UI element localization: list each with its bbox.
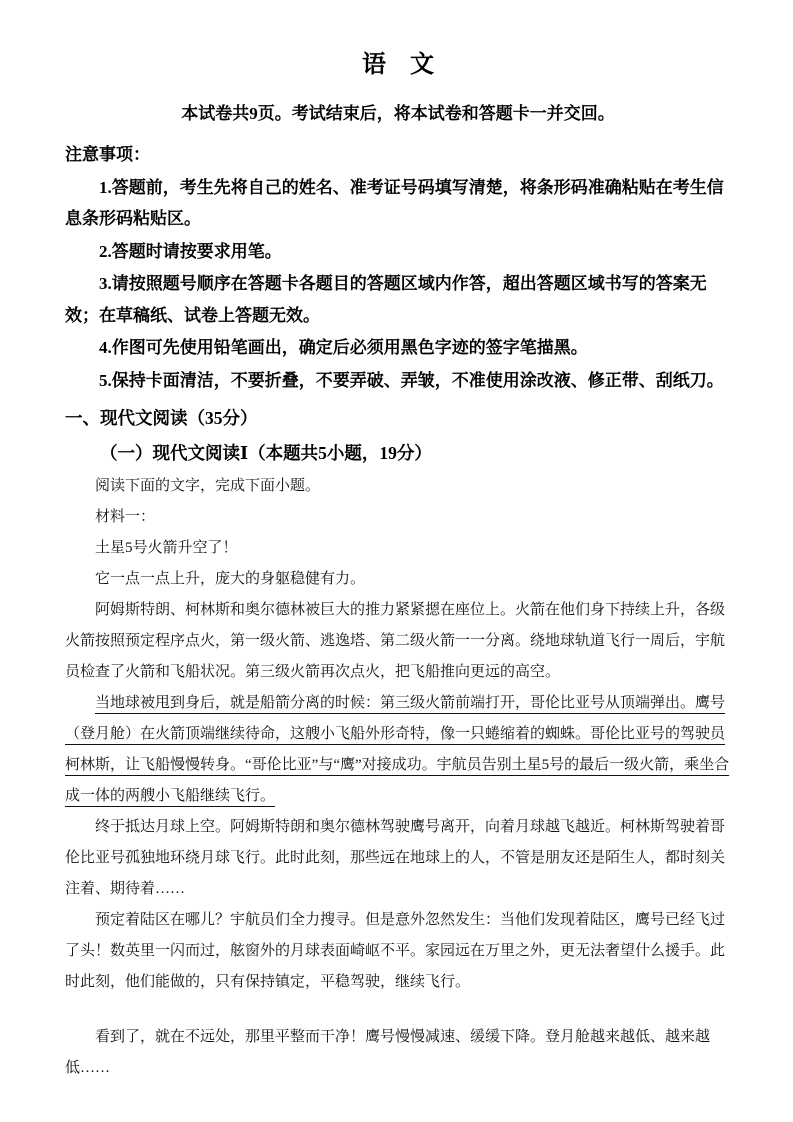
notice-item-2: 2.答题时请按要求用笔。 [99, 241, 282, 261]
material-paragraph-2: 它一点一点上升，庞大的身躯稳健有力。 [95, 570, 366, 587]
material-paragraph-7: 看到了，就在不远处，那里平整而干净！鹰号慢慢减速、缓缓下降。登月舱越来越低、越来越低…… [65, 1029, 711, 1077]
section-heading-modern-reading: 一、现代文阅读（35分） [65, 408, 258, 429]
notice-item-4: 4.作图可先使用铅笔画出，确定后必须用黑色字迹的签字笔描黑。 [99, 338, 588, 358]
notice-item-5: 5.保持卡面清洁，不要折叠，不要弄破、弄皱，不准使用涂改液、修正带、刮纸刀。 [99, 370, 724, 390]
page-title: 语 文 [362, 52, 434, 78]
notice-item-3: 3.请按照题号顺序在答题卡各题目的答题区域内作答，超出答题区域书写的答案无效；在草稿纸、试卷上答题无效。 [65, 274, 707, 325]
material-paragraph-4-underlined: 当地球被甩到身后，就是船箭分离的时候：第三级火箭前端打开，哥伦比亚号从顶端弹出。鹰号（登月舱）在火箭顶端继续待命，这艘小飞船外形奇特，像一只蜷缩着的蜘蛛。哥伦比亚号的驾驶员柯林斯，让飞船慢慢转身。“哥伦比亚”与“鹰”对接成功。宇航员告别土星5号的最后一级火箭，乘坐合成一体的两艘小飞船继续飞行。 [65, 694, 730, 805]
exam-return-instruction: 本试卷共9页。考试结束后，将本试卷和答题卡一并交回。 [181, 104, 615, 124]
material-label: 材料一： [95, 508, 156, 525]
section-subheading-reading-1: （一）现代文阅读Ⅰ（本题共5小题，19分） [100, 443, 432, 464]
notice-section [65, 139, 731, 396]
notice-label: 注意事项： [65, 144, 150, 164]
notice-item-1: 1.答题前，考生先将自己的姓名、准考证号码填写清楚，将条形码准确粘贴在考生信息条形码粘贴区。 [65, 177, 724, 229]
material-one [65, 502, 731, 1085]
material-paragraph-3: 阿姆斯特朗、柯林斯和奥尔德林被巨大的推力紧紧摁在座位上。火箭在他们身下持续上升，各级火箭按照预定程序点火，第一级火箭、逃逸塔、第二级火箭一一分离。绕地球轨道飞行一周后，宇航员检查了火箭和飞船状况。第三级火箭再次点火，把飞船推向更远的高空。 [65, 601, 726, 680]
material-paragraph-1: 土星5号火箭升空了！ [95, 539, 238, 556]
material-paragraph-5: 终于抵达月球上空。阿姆斯特朗和奥尔德林驾驶鹰号离开，向着月球越飞越近。柯林斯驾驶着哥伦比亚号孤独地环绕月球飞行。此时此刻，那些远在地球上的人，不管是朋友还是陌生人，都时刻关注着、期待着…… [65, 819, 726, 898]
material-paragraph-6: 预定着陆区在哪儿？宇航员们全力搜寻。但是意外忽然发生：当他们发现着陆区，鹰号已经飞过了头！数英里一闪而过，舷窗外的月球表面崎岖不平。家园远在万里之外，更无法奢望什么援手。此时此刻，他们能做的，只有保持镇定，平稳驾驶，继续飞行。 [65, 912, 726, 991]
reading-instruction: 阅读下面的文字，完成下面小题。 [95, 477, 321, 494]
